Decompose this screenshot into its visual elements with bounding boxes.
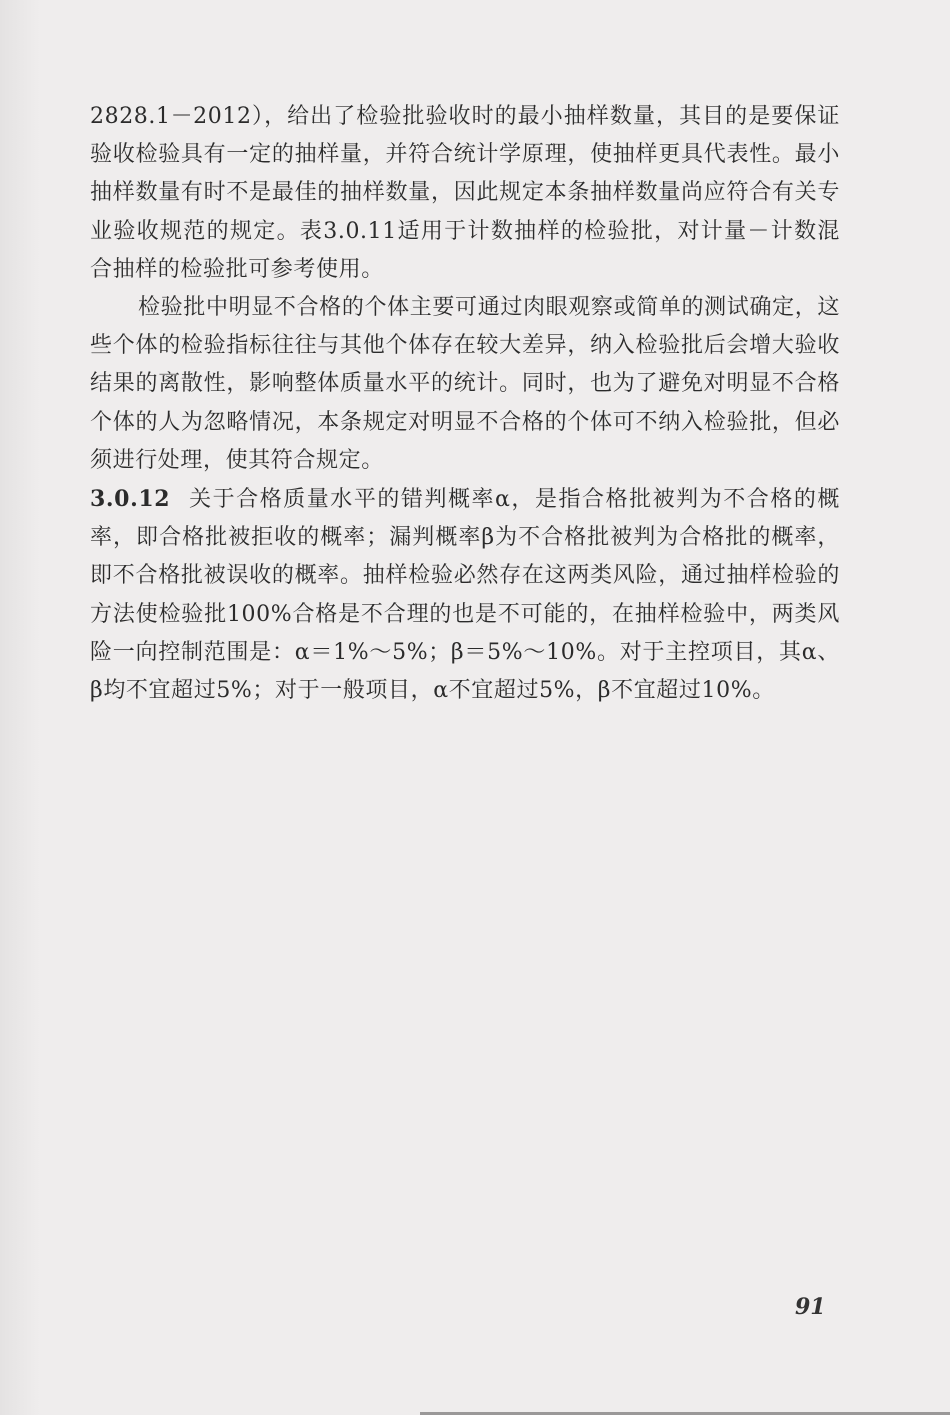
clause-number: 3.0.12 [90,486,171,513]
paragraph-3 [90,480,840,710]
gutter-shadow [0,0,40,1415]
paragraph-2 [90,289,840,480]
paragraph-1-text: 2828.1－2012），给出了检验批验收时的最小抽样数量，其目的是要保证验收检验具有一定的抽样量，并符合统计学原理，使抽样更具代表性。最小抽样数量有时不是最佳的抽样数量，因此规定本条抽样数量尚应符合有关专业验收规范的规定。表3.0.11适用于计数抽样的检验批，对计量－计数混合抽样的检验批可参考使用。 [90,104,840,282]
paragraph-2-text: 检验批中明显不合格的个体主要可通过肉眼观察或简单的测试确定，这些个体的检验指标往往与其他个体存在较大差异，纳入检验批后会增大验收结果的离散性，影响整体质量水平的统计。同时，也为了避免对明显不合格个体的人为忽略情况，本条规定对明显不合格的个体可不纳入检验批，但必须进行处理，使其符合规定。 [90,295,840,473]
paragraph-1 [90,98,840,289]
page-number: 91 [795,1294,826,1320]
paragraph-3-text: 关于合格质量水平的错判概率α，是指合格批被判为不合格的概率，即合格批被拒收的概率；漏判概率β为不合格批被判为合格批的概率，即不合格批被误收的概率。抽样检验必然存在这两类风险，通过抽样检验的方法使检验批100%合格是不合理的也是不可能的，在抽样检验中，两类风险一向控制范围是：α＝1%～5%；β＝5%～10%。对于主控项目，其α、β均不宜超过5%；对于一般项目，α不宜超过5%，β不宜超过10%。 [90,487,840,704]
body-text [90,98,840,710]
